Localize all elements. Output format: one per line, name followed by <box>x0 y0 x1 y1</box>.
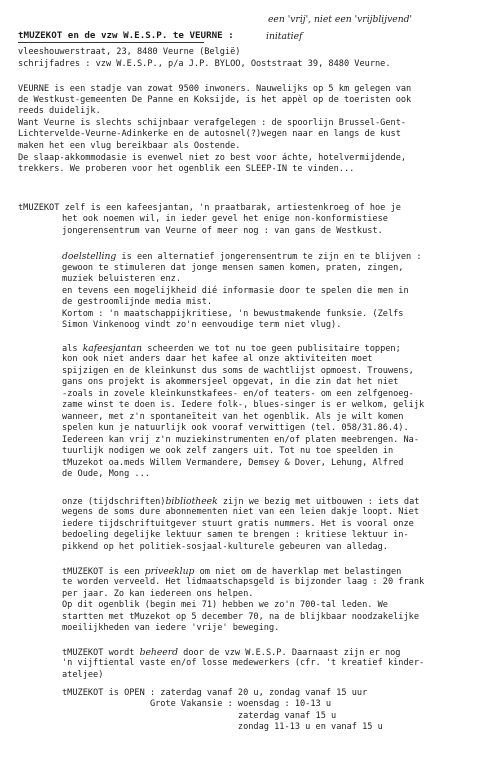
tagline-line-1: een 'vrij', niet een 'vrijblijvend' <box>268 14 413 25</box>
text-line: reeds duidelijk. <box>18 106 101 116</box>
text-line: bedoeling degelijke lektuur samen te brengen : kritiese lektuur in- <box>62 530 409 540</box>
text-line: VEURNE is een stadje van zowat 9500 inwoners. Nauwelijks op 5 km gelegen van <box>18 84 412 94</box>
section-first-line <box>62 251 422 263</box>
text-span: tMUZEKOT is een <box>62 567 145 577</box>
text-line: startten met tMuzekot op 5 december 70, na de blijkbaar noodzakelijke <box>62 612 419 622</box>
text-line: Want Veurne is slechts schijnbaar verafgelegen : de spoorlijn Brussel-Gent- <box>18 118 407 128</box>
text-line: spelen kun je natuurlijk ook vooraf verwittigen (tel. 058/31.86.4). <box>62 423 409 433</box>
text-line: gans ons projekt is akommersjeel opgevat, in die zin dat het niet <box>62 377 399 387</box>
section-lead: tMUZEKOT <box>18 203 60 213</box>
text-span: zijn we bezig met uitbouwen : iets dat <box>217 497 420 507</box>
text-span: onze (tijdschriften) <box>62 497 166 507</box>
text-line: Simon Vinkenoog vindt zo'n eenvoudige term niet vlug). <box>62 320 342 330</box>
section-lead: kafeesjantan <box>82 343 143 354</box>
section-first-line <box>18 203 401 214</box>
text-line: Grote Vakansie : woensdag : 10-13 u <box>62 699 332 709</box>
text-line: Iedereen kan vrij z'n muziekinstrumenten en/of platen meebrengen. Na- <box>62 435 419 445</box>
text-line: muziek beluisteren enz. <box>62 274 181 284</box>
text-line: tuurlijk nodigen we ook zelf zangers uit. Tot nu toe speelden in <box>62 446 394 456</box>
text-line: moeilijkheden van iedere 'vrije' beweging. <box>62 623 280 633</box>
tagline-line-2: initatief <box>266 31 303 42</box>
text-line: 'n vijftiental vaste en/of losse medewerkers (cfr. 't kreatief kinder- <box>62 658 425 668</box>
text-line: iedere tijdschriftuitgever stuurt gratis nummers. Het is vooral onze <box>62 519 414 529</box>
text-line: tMUZEKOT is OPEN : zaterdag vanaf 20 u, zondag vanaf 15 uur <box>62 688 368 698</box>
text-line: Kortom : 'n maatschappijkritiese, 'n bewustmakende funksie. (Zelfs <box>62 309 404 319</box>
section-lead: priveeklup <box>144 566 195 577</box>
text-span: om niet om de haverklap met belastingen <box>194 567 402 577</box>
text-line: ateljee) <box>62 670 104 680</box>
text-line: wanneer, met z'n spontaneïteit van het ogenblik. Als je wilt komen <box>62 412 404 422</box>
text-span: door de vzw W.E.S.P. Daarnaast zijn er nog <box>178 648 401 658</box>
text-line: zame winst te doen is. Iedere folk-, blues-singer is er welkom, gelijk <box>62 400 425 410</box>
text-line: wegens de soms dure abonnementen niet van een leien dakje loopt. Niet <box>62 507 419 517</box>
text-line: trekkers. We proberen voor het ogenblik een SLEEP-IN te vinden... <box>18 164 355 174</box>
text-span: scheerden we tot nu toe geen publisitaire toppen; <box>142 344 401 354</box>
text-span: is een alternatief jongerensentrum te zijn en te blijven : <box>116 252 422 262</box>
text-line: te worden verveeld. Het lidmaatschapsgeld is bijzonder laag : 20 frank <box>62 577 425 587</box>
section-lead: bibliotheek <box>165 496 218 507</box>
text-line: maken het een vlug bereikbaar als Oostende. <box>18 141 241 151</box>
text-line: en tevens een mogelijkheid dié informasie door te spelen die men in <box>62 286 409 296</box>
text-span: als <box>62 344 83 354</box>
text-span: zelf is een kafeesjantan, 'n praatbarak, artiestenkroeg of hoe je <box>59 203 401 213</box>
text-line: de Westkust-gemeenten De Panne en Koksijde, is het appèl op de toeristen ook <box>18 95 412 105</box>
text-line: de gestroomlijnde media mist. <box>62 297 213 307</box>
text-line: jongerensentrum van Veurne of meer nog : van gans de Westkust. <box>62 226 383 236</box>
text-line: Op dit ogenblik (begin mei 71) hebben we zo'n 700-tal leden. We <box>62 600 388 610</box>
title-underline <box>18 42 204 43</box>
section-lead: doelstelling <box>62 251 117 262</box>
text-line: spijzigen en de kleinkunst dus soms de wachtlijst opmoest. Trouwens, <box>62 366 414 376</box>
text-line: gewoon te stimuleren dat jonge mensen samen komen, praten, zingen, <box>62 263 404 273</box>
text-line: tMuzekot oa.meds Willem Vermandere, Demsey & Dover, Lehung, Alfred <box>62 458 404 468</box>
section-lead: beheerd <box>139 647 178 658</box>
document-title: tMUZEKOT en de vzw W.E.S.P. te VEURNE : <box>18 30 234 41</box>
text-line: -zoals in zovele kleinkunstkafees- en/of teaters- om een zelfgenoeg- <box>62 389 414 399</box>
street-address: vleeshouwerstraat, 23, 8480 Veurne (België) <box>18 47 241 57</box>
text-line: de Oude, Mong ... <box>62 469 150 479</box>
text-line: De slaap-akkommodasie is evenwel niet zo best voor áchte, hotelvermijdende, <box>18 153 407 163</box>
text-line: per jaar. Zo kan iedereen ons helpen. <box>62 589 254 599</box>
text-line: Lichtervelde-Veurne-Adinkerke en de autosnel(?)wegen naar en langs de kust <box>18 129 401 139</box>
text-line: zaterdag vanaf 15 u <box>62 711 337 721</box>
text-line: het ook noemen wil, in ieder gevel het enige non-konformistiese <box>62 214 388 224</box>
mail-address: schrijfadres : vzw W.E.S.P., p/a J.P. BYLOO, Ooststraat 39, 8480 Veurne. <box>18 59 391 69</box>
text-span: tMUZEKOT wordt <box>62 648 140 658</box>
text-line: kon ook niet anders daar het kafee al onze aktiviteiten moet <box>62 354 373 364</box>
text-line: pikkend op het politiek-sosjaal-kulturele gebeuren van alledag. <box>62 542 388 552</box>
text-line: zondag 11-13 u en vanaf 15 u <box>62 722 383 732</box>
